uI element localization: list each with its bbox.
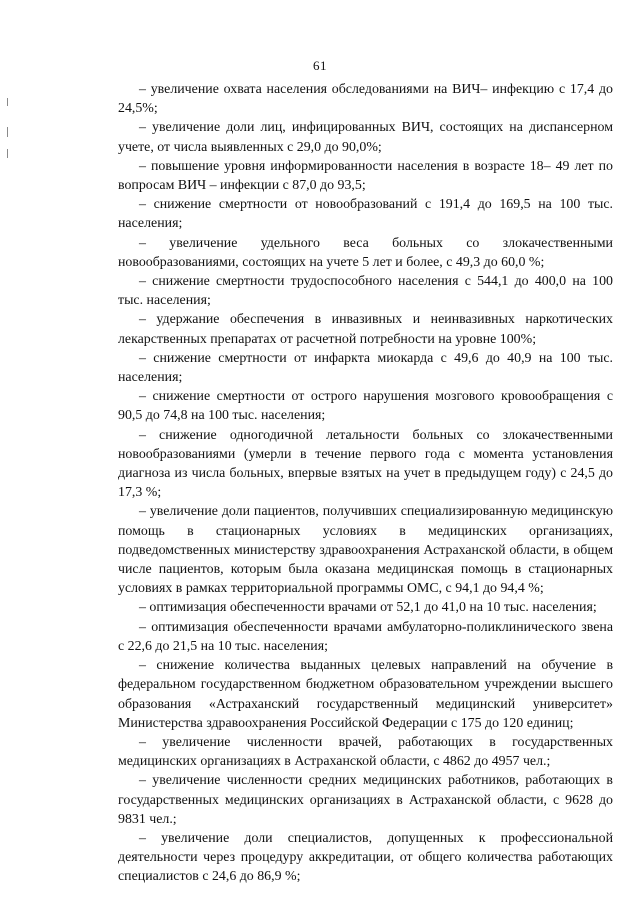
page-number: 61 (313, 58, 327, 73)
list-item: – увеличение охвата населения обследованиями на ВИЧ– инфекцию с 17,4 до 24,5%; (118, 82, 613, 117)
list-item: – увеличение доли лиц, инфицированных ВИЧ, состоящих на диспансерном учете, от числа выявленных с 29,0 до 90,0%; (118, 120, 613, 155)
list-item: – увеличение численности врачей, работающих в государственных медицинских организациях в Астраханской области, с 4862 до 4957 чел.; (118, 734, 613, 770)
list-item: – удержание обеспечения в инвазивных и неинвазивных наркотических лекарственных препаратах от расчетной потребности на уровне 100%; (118, 312, 613, 347)
list-item: – оптимизация обеспеченности врачами от 52,1 до 41,0 на 10 тыс. населения; (139, 600, 597, 616)
list-item: – повышение уровня информированности населения в возрасте 18– 49 лет по вопросам ВИЧ – инфекции с 87,0 до 93,5; (118, 158, 613, 194)
list-item: – увеличение удельного веса больных со злокачественными новообразованиями, состоящих на учете 5 лет и более, с 49,3 до 60,0 %; (118, 235, 613, 270)
list-item: – снижение смертности от новообразований с 191,4 до 169,5 на 100 тыс. населения; (118, 197, 613, 232)
margin-mark (7, 127, 8, 137)
list-item: – оптимизация обеспеченности врачами амбулаторно-поликлинического звена с 22,6 до 21,5 на 10 тыс. населения; (118, 619, 613, 654)
margin-mark (7, 149, 8, 158)
margin-mark (7, 98, 8, 106)
list-item: – увеличение доли специалистов, допущенных к профессиональной деятельности через процедуру аккредитации, от общего количества работающих специалистов с 24,6 до 86,9 %; (118, 830, 613, 885)
document-body (118, 80, 613, 887)
list-item: – снижение смертности от острого нарушения мозгового кровообращения с 90,5 до 74,8 на 100 тыс. населения; (118, 389, 613, 424)
list-item: – увеличение численности средних медицинских работников, работающих в государственных медицинских организациях в Астраханской области, с 9628 до 9831 чел.; (118, 773, 613, 827)
list-item: – увеличение доли пациентов, получивших специализированную медицинскую помощь в стационарных условиях в медицинских организациях, подведомственных министерству здравоохранения Астраханской области, в общем числе пациентов, которым была оказана медицинская помощь в стационарных условиях в рамках территориальной программы ОМС, с 94,1 до 94,4 %; (118, 504, 613, 597)
list-item: – снижение одногодичной летальности больных со злокачественными новообразованиями (умерли в течение первого года с момента установления диагноза из числа больных, впервые взятых на учет в предыдущем году) с 24,5 до 17,3 %; (118, 427, 613, 501)
list-item: – снижение смертности от инфаркта миокарда с 49,6 до 40,9 на 100 тыс. населения; (118, 350, 613, 386)
list-item: – снижение количества выданных целевых направлений на обучение в федеральном государственном бюджетном образовательном учреждении высшего образования «Астраханский государственный медицинский университет» Министерства здравоохранения Российской Федерации с 175 до 120 единиц; (118, 658, 613, 731)
list-item: – снижение смертности трудоспособного населения с 544,1 до 400,0 на 100 тыс. населения; (118, 274, 613, 309)
